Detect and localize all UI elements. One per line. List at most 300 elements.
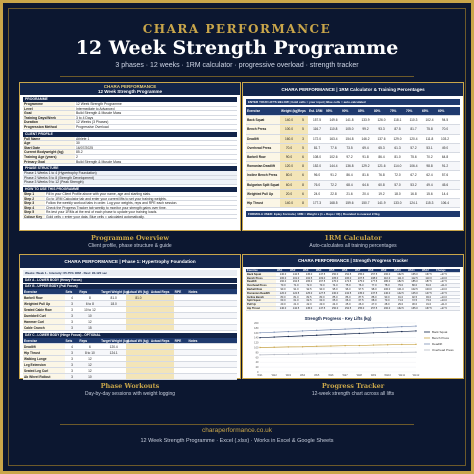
table-cell: Hip Thrust	[23, 350, 65, 355]
table-cell: +27.5	[440, 291, 447, 295]
table-cell	[150, 325, 174, 330]
legend-entry: Overhead Press	[432, 348, 454, 352]
table-cell	[174, 350, 188, 355]
table-cell: 71.0	[293, 284, 299, 288]
column-header: Wk10	[394, 269, 401, 272]
data-point	[387, 352, 388, 353]
table-cell: 118.1	[393, 118, 402, 123]
table-cell	[150, 350, 174, 355]
column-header: 95%	[326, 109, 333, 113]
1rm-calculator-preview[interactable]	[242, 82, 464, 231]
table-cell: 144.4	[329, 164, 338, 169]
table-cell: 10	[88, 375, 92, 379]
table-cell: 140.0	[383, 291, 391, 295]
row-label: Training Age (years)	[23, 155, 75, 159]
table-cell: Cable Crunch	[23, 325, 65, 330]
column-header: Wk2	[290, 269, 296, 272]
table-cell: 60.0	[280, 299, 286, 303]
table-cell	[174, 301, 188, 306]
table-cell: 4	[71, 296, 73, 300]
table-cell: 105.0	[345, 127, 354, 132]
table-cell	[100, 356, 126, 361]
data-point	[316, 346, 317, 347]
legend-entry: Deadlift	[432, 342, 443, 346]
table-cell: 70.0	[280, 284, 286, 288]
table-cell: 103.0	[425, 287, 432, 291]
table-cell: 28.0	[384, 303, 390, 307]
table-cell: Hip Thrust	[246, 199, 280, 207]
table-cell: 115.3	[425, 200, 434, 205]
table-cell: 120.0	[280, 162, 297, 170]
table-cell: Romanian Deadlift	[246, 162, 280, 170]
table-cell: 100.0	[383, 287, 391, 291]
table-cell: 133.9	[361, 118, 370, 123]
x-tick-label: Wk5	[314, 374, 320, 377]
data-point	[373, 327, 374, 328]
calculator-title: CHARA PERFORMANCE | 1RM Calculator & Training Percentages	[243, 83, 463, 96]
table-cell: 22.0	[306, 303, 312, 307]
phase-workouts-preview[interactable]	[19, 254, 241, 379]
table-cell: 6	[297, 190, 308, 198]
table-cell	[174, 295, 188, 300]
calculator-table	[246, 107, 460, 208]
programme-overview-preview[interactable]	[19, 82, 241, 231]
table-cell: 91.8	[362, 154, 369, 159]
table-cell: 106.0	[344, 276, 352, 280]
data-point	[330, 329, 331, 330]
table-cell	[174, 325, 188, 330]
column-header: Wk12	[422, 269, 429, 272]
table-cell: 72.0	[306, 284, 312, 288]
table-cell	[187, 350, 237, 355]
table-cell: 61.3	[394, 145, 401, 150]
table-cell: +27.5	[440, 306, 447, 310]
x-tick-label: Wk8	[356, 374, 362, 377]
table-cell: 180.0	[383, 280, 391, 284]
table-cell: 152.0	[313, 164, 321, 169]
table-cell: 137.6	[377, 136, 386, 141]
list-item	[23, 125, 237, 130]
table-cell: 145.0	[411, 291, 418, 295]
table-cell: 122.5	[292, 291, 300, 295]
table-cell: 102.5	[411, 287, 418, 291]
column-header: 85%	[358, 109, 365, 113]
table-cell: 75.6	[410, 154, 417, 159]
row-label: Step 2	[23, 197, 45, 201]
data-point	[330, 345, 331, 346]
table-cell	[150, 356, 174, 361]
footer-website[interactable]: charaperformance.co.uk	[201, 427, 273, 434]
data-point	[344, 333, 345, 334]
table-cell: 120.4	[409, 136, 418, 141]
column-header: 90%	[342, 109, 349, 113]
table-cell: 64.6	[362, 182, 369, 187]
table-cell: 49.4	[426, 182, 433, 187]
table-cell: 8 to 10	[85, 351, 95, 355]
column-header: Notes	[188, 290, 198, 294]
table-cell	[174, 368, 188, 373]
row-value: 30	[76, 141, 80, 146]
data-point	[273, 336, 274, 337]
table-cell: 130.0	[331, 291, 339, 295]
table-cell: 69.4	[362, 145, 369, 150]
table-cell: 120.0	[279, 291, 287, 295]
table-cell	[126, 368, 150, 373]
table-cell: 121.6	[377, 164, 386, 169]
table-cell: 82.5	[306, 295, 312, 299]
table-cell: 57.6	[441, 173, 449, 178]
table-cell: Weighted Pull Up	[23, 301, 65, 306]
table-cell: 80.0	[280, 295, 286, 299]
table-cell: 147.5	[425, 291, 432, 295]
table-cell: 68.0	[371, 299, 377, 303]
table-cell	[174, 362, 188, 367]
table-row	[23, 374, 237, 380]
table-cell: 100.0	[280, 125, 297, 133]
data-point	[359, 328, 360, 329]
x-tick-label: Wk12	[412, 374, 420, 377]
table-cell: 145.0	[305, 306, 313, 310]
footer-divider	[60, 424, 414, 425]
table-cell: 6	[297, 171, 308, 179]
table-cell: 96.0	[345, 287, 351, 291]
table-cell: 10 to 12	[84, 308, 96, 312]
table-cell: 23.0	[319, 303, 325, 307]
caption-phase-workouts-sub: Day-by-day sessions with weight logging	[84, 391, 176, 397]
table-row	[246, 171, 460, 180]
table-cell: 85.0	[332, 295, 338, 299]
data-point	[302, 335, 303, 336]
table-cell: 152.5	[344, 272, 352, 276]
table-cell: 152.5	[344, 306, 352, 310]
table-cell: 20.0	[280, 303, 286, 307]
page-title: 12 Week Strength Programme	[75, 37, 399, 59]
table-cell: 81.7	[410, 127, 417, 132]
column-header: Target Weight (kg)	[101, 290, 129, 294]
y-tick-label: 200	[254, 322, 259, 325]
table-cell: 112.5	[411, 276, 418, 280]
table-cell: 31.0	[425, 303, 432, 307]
table-cell: 6	[297, 153, 308, 161]
table-cell: 160.0	[383, 306, 391, 310]
table-cell	[150, 344, 174, 349]
table-cell: 24.0	[332, 303, 338, 307]
table-cell: 162.5	[397, 306, 404, 310]
table-cell: 142.5	[292, 272, 300, 276]
column-header: Wk4	[316, 269, 322, 272]
table-cell	[187, 301, 237, 306]
table-cell: Incline Bench Press	[246, 171, 280, 179]
data-point	[302, 346, 303, 347]
table-cell: 81.0	[126, 295, 150, 300]
progress-tracker-preview[interactable]	[242, 254, 464, 379]
table-cell: 45.6	[441, 182, 449, 187]
row-value: Progressive Overload	[76, 124, 109, 129]
table-cell: 80.0	[411, 284, 418, 288]
row-value: 2	[76, 154, 78, 159]
table-cell: 140.0	[279, 272, 287, 276]
table-cell: 81.0	[110, 296, 117, 300]
column-header: Sets	[65, 339, 73, 343]
table-cell: 65.0	[332, 299, 338, 303]
caption-programme-overview: Programme Overview	[91, 234, 169, 242]
table-cell: 60.8	[378, 182, 385, 187]
table-cell: 165.0	[411, 306, 418, 310]
table-cell: 72.0	[394, 173, 401, 178]
table-cell: 142.5	[397, 291, 404, 295]
table-row	[23, 325, 237, 331]
table-cell: 167.5	[425, 272, 432, 276]
data-point	[344, 345, 345, 346]
table-cell: Seated Leg Curl	[23, 368, 65, 373]
row-label: Current Bodyweight (kg)	[23, 150, 75, 154]
table-cell: 157.5	[370, 272, 378, 276]
table-cell: 101.0	[397, 287, 404, 291]
table-cell: 175.0	[357, 280, 365, 284]
column-header: Wk1	[277, 269, 283, 272]
caption-progress-tracker-sub: 12-week strength chart across all lifts	[311, 391, 395, 397]
row-label: Age	[23, 141, 75, 145]
table-row	[246, 181, 460, 190]
column-header: RPE	[174, 339, 182, 343]
y-tick-label: 80	[255, 351, 259, 355]
table-cell: 3	[71, 326, 73, 330]
table-cell: 98.8	[426, 164, 433, 169]
table-cell: 8	[297, 181, 308, 189]
table-cell: 108.0	[313, 154, 321, 159]
table-cell: 61.0	[293, 299, 299, 303]
table-cell: 150.0	[331, 306, 339, 310]
data-point	[273, 347, 274, 348]
guide-rows	[23, 192, 237, 220]
table-cell: Romanian Deadlift	[246, 292, 276, 295]
day-c-table	[23, 338, 237, 380]
workouts-week-bar: Weeks: Week 1 · Intensity: 65-75% 1RM · Rest: 90-120 sec	[23, 270, 237, 276]
table-cell: 12	[88, 363, 92, 367]
row-label: Step 4	[23, 206, 45, 210]
table-cell: 168.5	[329, 200, 338, 205]
column-header: Wk5	[329, 269, 335, 272]
table-cell: 105.0	[331, 276, 339, 280]
table-cell: 64.8	[441, 154, 449, 159]
table-cell: 26.0	[358, 303, 364, 307]
table-cell: 90.0	[280, 153, 297, 161]
table-cell: Leg Extension	[23, 362, 65, 367]
table-cell	[187, 295, 237, 300]
list-item	[23, 215, 237, 220]
table-cell: 5	[297, 125, 308, 133]
table-cell	[100, 307, 126, 312]
row-label: Colour Key	[23, 215, 45, 219]
table-cell: 3	[71, 314, 73, 318]
table-cell: 136.8	[345, 164, 354, 169]
table-cell: Barbell Row	[246, 153, 280, 161]
data-point	[259, 332, 260, 333]
row-value: Re-test your 1RMs at the end of each phase to update your training loads.	[46, 210, 158, 215]
table-cell: Hammer Curl	[23, 319, 65, 324]
table-cell	[187, 313, 237, 318]
table-cell	[150, 295, 174, 300]
table-cell: Barbell Row	[246, 288, 276, 291]
table-cell: +11.0	[440, 284, 447, 288]
caption-programme-overview-sub: Client profile, phase structure & guide	[88, 243, 172, 249]
table-row	[246, 307, 460, 311]
table-cell: Bench Press	[246, 277, 276, 280]
data-point	[373, 344, 374, 345]
column-header: Exercise	[24, 339, 38, 343]
data-point	[401, 344, 402, 345]
table-cell: 65.3	[378, 145, 385, 150]
table-cell: Seated Cable Row	[23, 307, 65, 312]
table-cell: 107.5	[357, 276, 365, 280]
table-cell: 113.0	[425, 276, 432, 280]
tracker-table	[246, 269, 460, 311]
table-cell	[126, 374, 150, 379]
table-cell: 127.5	[318, 291, 326, 295]
data-point	[288, 331, 289, 332]
table-cell	[174, 374, 188, 379]
table-cell	[150, 374, 174, 379]
table-cell: 162.5	[397, 272, 404, 276]
table-cell: Bulgarian Split Squat	[246, 181, 280, 189]
phase-structure-rows	[23, 171, 237, 185]
table-cell: 187.5	[425, 280, 432, 284]
y-tick-label: 60	[255, 356, 259, 360]
table-cell	[150, 307, 174, 312]
table-cell: Dumbbell Curl	[23, 313, 65, 318]
caption-1rm-calculator: 1RM Calculator	[324, 234, 382, 242]
table-cell	[174, 307, 188, 312]
row-label: Full Name	[23, 137, 75, 141]
table-cell: 97.5	[358, 287, 364, 291]
column-header: Weight (kg)	[281, 109, 299, 113]
table-cell: 159.6	[345, 200, 354, 205]
y-tick-label: 0	[257, 371, 259, 374]
table-cell: 76.8	[378, 173, 385, 178]
column-header: Sets	[65, 290, 73, 294]
page-subtitle: 3 phases · 12 weeks · 1RM calculator · progressive overload · strength tracker	[115, 62, 359, 69]
column-header: Change	[436, 269, 446, 272]
table-cell: 101.0	[292, 276, 300, 280]
table-cell: 150.7	[361, 200, 370, 205]
strength-progress-chart	[246, 314, 462, 378]
table-cell: 133.0	[393, 200, 402, 205]
table-cell	[100, 362, 126, 367]
table-cell: 20.4	[362, 191, 369, 196]
table-cell: 3	[71, 351, 73, 355]
table-cell: 25.0	[345, 303, 351, 307]
table-cell: 68.4	[346, 182, 353, 187]
table-cell: +13.0	[440, 287, 447, 291]
data-point	[288, 346, 289, 347]
table-cell: 90.0	[280, 287, 286, 291]
table-cell: 155.0	[357, 272, 365, 276]
row-value: 12 Week Strength Programme	[76, 102, 122, 106]
column-header: Exercise	[247, 269, 258, 272]
table-cell: 93.3	[378, 127, 385, 132]
table-cell: 72.2	[330, 182, 337, 187]
table-cell: 3	[71, 369, 73, 373]
footer-info: 12 Week Strength Programme · Excel (.xlsx) · Works in Excel & Google Sheets	[140, 438, 334, 444]
table-cell: Hip Thrust	[246, 307, 276, 310]
calculator-formula: FORMULA USED: Epley Formula | 1RM = Weight x (1 + Reps / 30) | Rounded to nearest 2.5kg	[246, 211, 460, 217]
table-cell	[150, 319, 174, 324]
chart-title: Strength Progress - Key Lifts (kg)	[304, 316, 372, 321]
table-cell: 103.2	[441, 136, 449, 141]
y-tick-label: 20	[255, 366, 259, 370]
table-cell: +27.5	[440, 272, 447, 276]
x-tick-label: Wk10	[384, 374, 391, 377]
data-point	[273, 354, 274, 355]
table-cell: 150.0	[331, 272, 339, 276]
table-cell: 126.0	[377, 118, 386, 123]
data-point	[316, 335, 317, 336]
row-label: Step 1	[23, 192, 45, 196]
list-item	[23, 180, 237, 185]
table-cell: Deadlift	[246, 280, 276, 283]
table-row	[246, 153, 460, 162]
column-header: Wk8	[368, 269, 374, 272]
table-cell: 98.0	[371, 287, 377, 291]
row-label: Programme	[23, 102, 75, 106]
column-header: 80%	[374, 109, 381, 113]
table-cell: 83.0	[319, 295, 325, 299]
table-cell	[187, 362, 237, 367]
data-point	[330, 353, 331, 354]
overview-title: 12 Week Strength Programme	[98, 89, 162, 94]
column-header: Notes	[188, 339, 198, 343]
data-point	[387, 344, 388, 345]
table-cell	[174, 313, 188, 318]
list-item	[23, 160, 237, 165]
data-point	[316, 353, 317, 354]
x-tick-label: Wk1	[257, 374, 263, 377]
table-cell: 20.0	[280, 190, 297, 198]
table-cell: 91.0	[293, 287, 299, 291]
table-cell: 79.0	[397, 284, 404, 288]
table-cell: 142.5	[292, 306, 300, 310]
legend-entry: Bench Press	[432, 336, 450, 340]
data-point	[415, 344, 416, 345]
data-point	[401, 352, 402, 353]
table-cell	[100, 319, 126, 324]
table-cell: 22.8	[330, 191, 337, 196]
data-point	[401, 326, 402, 327]
phase-text: Phase 2 Weeks 5 to 8 (Strength Development)	[23, 176, 237, 180]
column-header: Reps	[79, 339, 88, 343]
table-cell: 103.0	[318, 276, 326, 280]
column-header: Reps	[298, 109, 306, 113]
table-cell: 92.5	[306, 287, 312, 291]
table-cell: 70.0	[384, 299, 390, 303]
table-cell: 162.5	[292, 280, 300, 284]
table-cell: 70.2	[426, 154, 433, 159]
data-point	[259, 337, 260, 338]
column-header: Wk7	[355, 269, 361, 272]
table-cell: 97.2	[346, 154, 353, 159]
table-cell: 86.0	[345, 295, 351, 299]
caption-phase-workouts: Phase Workouts	[100, 382, 160, 390]
x-tick-label: Wk9	[370, 374, 377, 377]
section-client-profile: CLIENT PROFILE	[23, 132, 237, 137]
table-cell: 125.0	[305, 291, 313, 295]
table-cell: 73.0	[319, 284, 325, 288]
table-cell	[187, 325, 237, 330]
data-point	[387, 331, 388, 332]
table-cell: 12	[88, 320, 92, 324]
table-cell: 140.0	[280, 199, 297, 207]
data-point	[359, 352, 360, 353]
